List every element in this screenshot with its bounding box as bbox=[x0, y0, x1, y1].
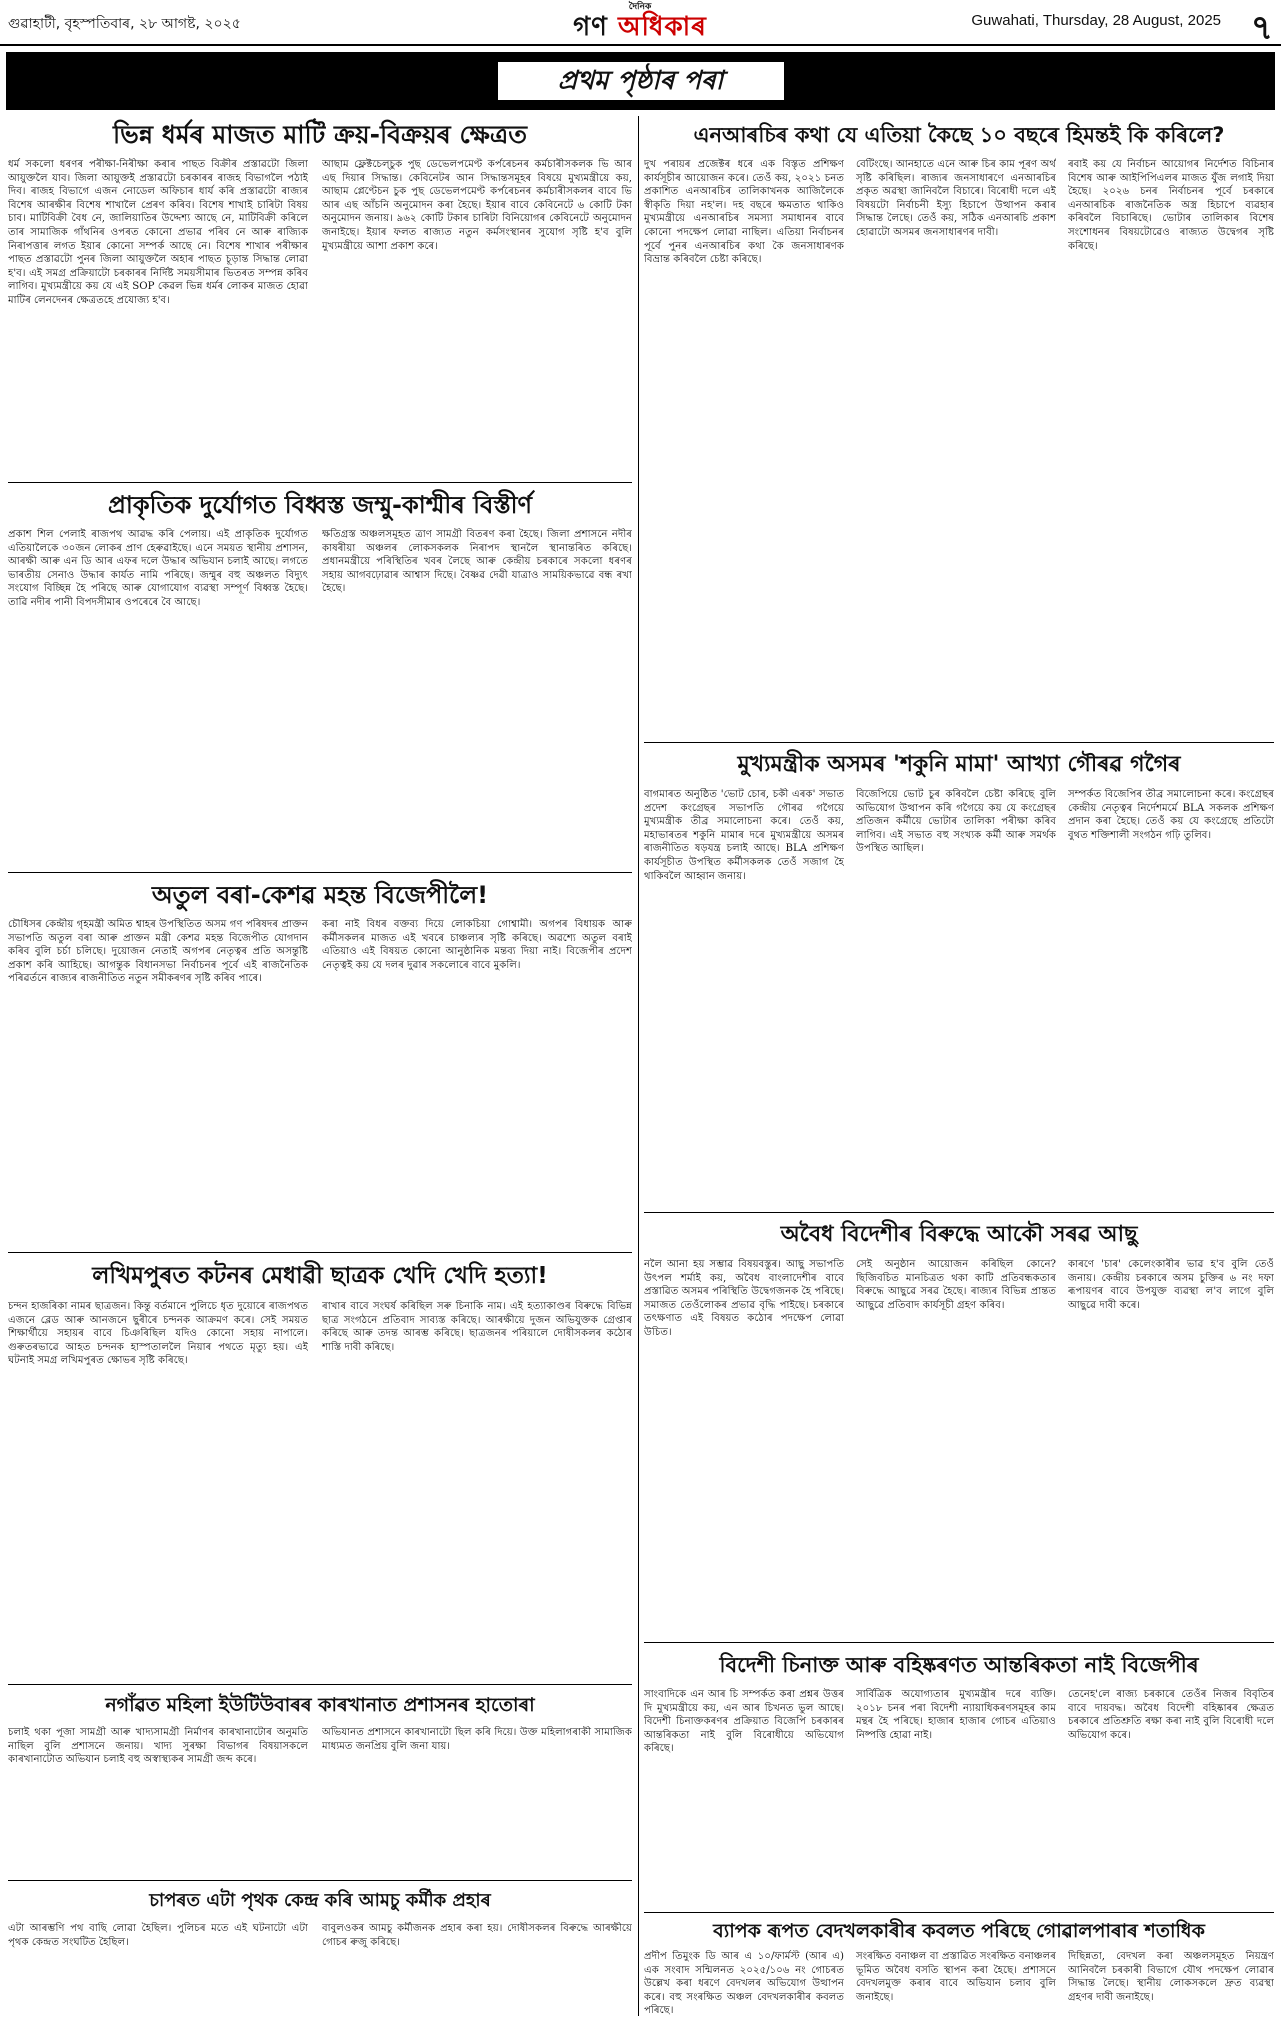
article-illegal-col2: সেই অনুষ্ঠান আয়োজন কৰিছিল কোনে? ছিজিবচিত মানচিত্ৰত থকা কাটি প্ৰতিবন্ধকতাৰ বিৰুদ্ধে আছুৱে সৰৱ হৈছে। ৰাজ্যৰ বিভিন্ন প্ৰান্তত আছুৱে প্ৰতিবাদ কাৰ্যসূচী গ্ৰহণ কৰিব। bbox=[856, 1259, 1056, 1311]
divider bbox=[8, 872, 632, 873]
headline-china: বিদেশী চিনাক্ত আৰু বহিষ্কৰণত আন্তৰিকতা নাই বিজেপীৰ bbox=[719, 1653, 1199, 1677]
article-youtuber-col1: চলাই থকা পূজা সামগ্ৰী আৰু খাদ্যসামগ্ৰী নিৰ্মাণৰ কাৰখানাটোৰ অনুমতি নাছিল বুলি প্ৰশাসনে জনায়। খাদ্য সুৰক্ষা বিভাগৰ বিষয়াসকলে কাৰখানাটোত অভিযান চলাই বহু অস্বাস্থ্যকৰ সামগ্ৰী জব্দ কৰে। bbox=[8, 1727, 308, 1766]
article-land-col2: আছাম ফ্লেক্টচেল্চুক পুছ ডেভেলপমেণ্ট কৰ্পৰেচনৰ কৰ্মচাৰীসকলক ভি আৰ এছ দিয়াৰ সিদ্ধান্ত। কেবিনেটৰ আন সিদ্ধান্তসমূহৰ বিষয়ে মুখ্যমন্ত্ৰীয়ে কয়, আছাম প্লেণ্টেচন চুক পুছ ডেভেলপমেণ্ট কৰ্পৰেচনৰ কৰ্মচাৰীসকলৰ বাবে ভি আৰ এছ আঁচনি অনুমোদন কৰা হৈছে। ইয়াৰ বাবে কেবিনেটে ৬ কোটি টকা অনুমোদন জনায়। ৯৬২ কোটি টকাৰ চাৰিটা বিনিয়োগৰ কেবিনেটে অনুমোদন জনাইছে। ইয়াৰ ফলত ৰাজ্যত নতুন কৰ্মসংস্থানৰ সুযোগ সৃষ্টি হ'ব বুলি মুখ্যমন্ত্ৰীয়ে আশা প্ৰকাশ কৰে। bbox=[322, 159, 632, 252]
article-chapar-col2: বাবুলওকৰ আমচু কৰ্মীজনক প্ৰহাৰ কৰা হয়। দোষীসকলৰ বিৰুদ্ধে আৰক্ষীয়ে গোচৰ ৰুজু কৰিছে। bbox=[322, 1923, 632, 1948]
headline-goalpara: ব্যাপক ৰূপত বেদখলকাৰীৰ কবলত পৰিছে গোৱালপাৰাৰ শতাধিক bbox=[713, 1920, 1205, 1942]
article-goalpara-col3: দিছিন্নতা, বেদখল কৰা অঞ্চলসমূহত নিয়ন্ত্ৰণ আনিবলৈ চৰকাৰী বিভাগে যৌথ পদক্ষেপ লোৱাৰ সিদ্ধান্ত লৈছে। স্থানীয় লোকসকলে দ্ৰুত ব্যৱস্থা গ্ৰহণৰ দাবী জনাইছে। bbox=[1068, 1951, 1274, 2003]
article-lakhimpur-col2: ৰাখাৰ বাবে সংঘৰ্ষ কৰিছিল সৰু চিনাকি নাম। এই হত্যাকাণ্ডৰ বিৰুদ্ধে বিভিন্ন ছাত্ৰ সংগঠনে প্ৰতিবাদ সাব্যস্ত কৰিছে। আৰক্ষীয়ে দুজন অভিযুক্তক গ্ৰেপ্তাৰ কৰিছে আৰু তদন্ত আৰম্ভ কৰিছে। ছাত্ৰজনৰ পৰিয়ালে দোষীসকলৰ কঠোৰ শাস্তি দাবী কৰিছে। bbox=[322, 1301, 632, 1353]
divider bbox=[644, 742, 1274, 743]
article-chapar-col1: এটা আৰম্ভণি পথ বাছি লোৱা হৈছিল। পুলিচৰ মতে এই ঘটনাটো এটা পৃথক কেন্দ্ৰত সংঘটিত হৈছিল। bbox=[8, 1923, 308, 1948]
masthead bbox=[0, 0, 1281, 46]
article-atul-col2: কৰা নাই বিধৰ বক্তব্য দিয়ে লোকচিয়া গোশ্বামী। অগপৰ বিধায়ক আৰু কৰ্মীসকলৰ মাজত এই খবৰে চাঞ্চল্যৰ সৃষ্টি কৰিছে। অৱশ্যে অতুল বৰাই এতিয়াও এই বিষয়ত কোনো আনুষ্ঠানিক মন্তব্য দিয়া নাই। বিজেপীৰ প্ৰদেশ নেতৃত্বই কয় যে দলৰ দুৱাৰ সকলোৰে বাবে মুকলি। bbox=[322, 919, 632, 971]
section-banner bbox=[6, 52, 1275, 110]
headline-floods: প্ৰাকৃতিক দুৰ্যোগত বিধ্বস্ত জম্মু-কাশ্মীৰ বিস্তীৰ্ণ bbox=[107, 491, 533, 519]
article-illegal-col1: নলৈ আনা হয় সম্ভাৱ বিষয়বস্তুৰ। আছু সভাপতি উৎপল শৰ্মাই কয়, অবৈধ বাংলাদেশীৰ বাবে প্ৰস্তাৱিত অসমৰ পৰিস্থিতি উদ্বেগজনক হৈ পৰিছে। সমাজত তেওঁলোকৰ প্ৰভাৱ বৃদ্ধি পাইছে। চৰকাৰে তৎক্ষণাত এই বিষয়ত কঠোৰ পদক্ষেপ লোৱা উচিত। bbox=[644, 1259, 844, 1338]
article-goalpara-col1: প্ৰদীপ তিমুংক ডি আৰ এ ১০/ফাৰ্মস্ট (আৰ এ) এক সংবাদ সন্মিলনত ২০২৫/১০৬ নং গোচৰত উল্লেখ কৰা ধৰণে বেদখলৰ অভিযোগ উত্থাপন কৰে। বহু সংৰক্ষিত অঞ্চল বেদখলকাৰীৰ কবলত পৰিছে। bbox=[644, 1951, 844, 2017]
headline-chapar: চাপৰত এটা পৃথক কেন্দ্ৰ কৰি আমচু কৰ্মীক প্ৰহাৰ bbox=[149, 1890, 491, 1911]
article-china-col2: সাৰ্বিত্ৰিক অযোগ্যতাৰ মুখ্যমন্ত্ৰীৰ দৰে ব্যক্তি। ২০১৮ চনৰ পৰা বিদেশী ন্যায়াধিকৰণসমূহৰ কাম মন্থৰ হৈ পৰিছে। হাজাৰ হাজাৰ গোচৰ এতিয়াও নিষ্পত্তি হোৱা নাই। bbox=[856, 1689, 1056, 1741]
divider bbox=[644, 1212, 1274, 1213]
article-china-col1: সাংবাদিকে এন আৰ চি সম্পৰ্কত কৰা প্ৰশ্নৰ উত্তৰ দি মুখ্যমন্ত্ৰীয়ে কয়, এন আৰ চিখনত ভুল আছে। বিদেশী চিনাক্তকৰণৰ প্ৰক্ৰিয়াত বিজেপি চৰকাৰৰ আন্তৰিকতা নাই বুলি বিৰোধীয়ে অভিযোগ কৰিছে। bbox=[644, 1689, 844, 1755]
article-atul-col1: চৌধিসৰ কেন্দ্ৰীয় গৃহমন্ত্ৰী অমিত শ্বাহৰ উপস্থিতিত অসম গণ পৰিষদৰ প্ৰাক্তন সভাপতি অতুল বৰা আৰু প্ৰাক্তন মন্ত্ৰী কেশৱ মহন্ত বিজেপীত যোগদান কৰিব বুলি চৰ্চা চলিছে। দুয়োজন নেতাই অগপৰ নেতৃত্বৰ প্ৰতি অসন্তুষ্টি প্ৰকাশ কৰি আহিছে। আগন্তুক বিধানসভা নিৰ্বাচনৰ পূৰ্বে এই ৰাজনৈতিক পৰিৱৰ্তনে ৰাজ্যৰ ৰাজনীতিত নতুন সমীকৰণৰ সৃষ্টি কৰিব পাৰে। bbox=[8, 919, 308, 985]
headline-youtuber: নগাঁৱত মহিলা ইউটিউবাৰৰ কাৰখানাত প্ৰশাসনৰ হাতোৰা bbox=[105, 1694, 535, 1716]
section-title: প্ৰথম পৃষ্ঠাৰ পৰা bbox=[496, 60, 786, 102]
dateline-assamese: গুৱাহাটী, বৃহস্পতিবাৰ, ২৮ আগষ্ট, ২০২৫ bbox=[8, 16, 241, 32]
article-land-col1: ধৰ্ম সকলো ধৰণৰ পৰীক্ষা-নিৰীক্ষা কৰাৰ পাছত বিক্ৰীৰ প্ৰস্তাৱটো জিলা আয়ুক্তলৈ যাব। জিলা আয়ুক্তই প্ৰস্তাৱটো চৰকাৰৰ ৰাজহ বিভাগলৈ পঠাই দিব। ৰাজহ বিভাগে এজন নোডেল অফিচাৰ ধাৰ্য কৰি প্ৰস্তাৱটো ৰাজ্যৰ বিশেষ আৰক্ষীৰ বিশেষ শাখালৈ প্ৰেৰণ কৰিব। বিশেষ শাখাই চাৰিটা বিষয় চাব। মাটিবিক্ৰী বৈধ নে, জালিয়াতিৰ উদ্দেশ্য আছে নে, মাটিবিক্ৰী কৰিলে তাৰ সামাজিক গাঁথনিৰ ওপৰত কোনো প্ৰভাৱ পৰিব নে আৰু ৰাজ্যিক নিৰাপত্তাৰ লগত ইয়াৰ কোনো সম্পৰ্ক আছে নে। বিশেষ শাখাৰ পৰীক্ষাৰ পাছত প্ৰস্তাৱটো পুনৰ জিলা আয়ুক্তলৈ অহাৰ পাছত চূড়ান্ত সিদ্ধান্ত লোৱা হ'ব। এই সমগ্ৰ প্ৰক্ৰিয়াটো চৰকাৰৰ নিৰ্দিষ্ট সময়সীমাৰ ভিতৰত সম্পন্ন কৰিব লাগিব। মুখ্যমন্ত্ৰীয়ে কয় যে এই SOP কেৱল ভিন্ন ধৰ্মৰ লোকৰ মাজত হোৱা মাটিৰ লেনদেনৰ ক্ষেত্ৰতহে প্ৰযোজ্য হ'ব। bbox=[8, 159, 308, 306]
headline-shakuni: মুখ্যমন্ত্ৰীক অসমৰ 'শকুনি মামা' আখ্যা গৌৰৱ গগৈৰ bbox=[737, 752, 1181, 777]
article-china-col3: তেনেহ'লে ৰাজ্য চৰকাৰে তেওঁৰ নিজৰ বিবৃতিৰ বাবে দায়বদ্ধ। অবৈধ বিদেশী বহিষ্কাৰৰ ক্ষেত্ৰত চৰকাৰে প্ৰতিশ্ৰুতি ৰক্ষা কৰা নাই বুলি বিৰোধী দলে অভিযোগ কৰে। bbox=[1068, 1689, 1274, 1741]
article-lakhimpur-col1: চন্দন হাজৰিকা নামৰ ছাত্ৰজন। কিন্তু বৰ্তমানে পুলিচে ধৃত দুয়োৰে ৰাজপথত এজনে ব্লেড আৰু আনজনে ছুৰীৰে চন্দনক আক্ৰমণ কৰে। সেই সময়ত শিক্ষাৰ্থীয়ে সহায়ৰ বাবে চিঞৰিছিল যদিও কোনো সহায় নাপালে। গুৰুতৰভাৱে আহত চন্দনক হাস্পতাললৈ নিয়াৰ পথতে মৃত্যু হয়। এই ঘটনাই সমগ্ৰ লখিমপুৰত ক্ষোভৰ সৃষ্টি কৰিছে। bbox=[8, 1301, 308, 1367]
newspaper-logo: দৈনিক গণ অধিকাৰ bbox=[573, 2, 707, 42]
divider bbox=[8, 1252, 632, 1253]
divider bbox=[8, 1684, 632, 1685]
article-nrc-col1: দুখ পৰায়ৰ প্ৰজেক্টৰ ধৰে এক বিস্তৃত প্ৰশিক্ষণ কাৰ্যসূচীৰ আয়োজন কৰে। তেওঁ কয়, ২০২১ চনত প্ৰকাশিত এনআৰচিৰ তালিকাখনক আজিলৈকে স্বীকৃতি দিয়া নহ'ল। দহ বছৰে ক্ষমতাত থাকিও মুখ্যমন্ত্ৰীয়ে এনআৰচিৰ সমস্যা সমাধানৰ বাবে কোনো পদক্ষেপ লোৱা নাছিল। এতিয়া নিৰ্বাচনৰ পূৰ্বে পুনৰ এনআৰচিৰ কথা কৈ জনসাধাৰণক বিভ্ৰান্ত কৰিবলৈ চেষ্টা কৰিছে। bbox=[644, 159, 844, 266]
headline-atul: অতুল বৰা-কেশৱ মহন্ত বিজেপীলৈ! bbox=[151, 881, 489, 909]
divider bbox=[644, 1642, 1274, 1643]
page-number: ৭ bbox=[1250, 8, 1273, 48]
article-shakuni-col3: সম্পৰ্কত বিজেপিৰ তীব্ৰ সমালোচনা কৰে। কংগ্ৰেছৰ কেন্দ্ৰীয় নেতৃত্বৰ নিৰ্দেশমৰ্মে BLA সকলক প্ৰশিক্ষণ প্ৰদান কৰা হৈছে। তেওঁ কয় যে কংগ্ৰেছে প্ৰতিটো বুথত শক্তিশালী সংগঠন গঢ়ি তুলিব। bbox=[1068, 789, 1274, 841]
article-floods-col2: ক্ষতিগ্ৰস্ত অঞ্চলসমূহত ত্ৰাণ সামগ্ৰী বিতৰণ কৰা হৈছে। জিলা প্ৰশাসনে নদীৰ কাষৰীয়া অঞ্চলৰ লোকসকলক নিৰাপদ স্থানলৈ স্থানান্তৰিত কৰিছে। প্ৰধানমন্ত্ৰীয়ে পৰিস্থিতিৰ খবৰ লৈছে আৰু কেন্দ্ৰীয় চৰকাৰে সকলো ধৰণৰ সহায় আগবঢ়োৱাৰ আশ্বাস দিছে। বৈষ্ণৱ দেৱী যাত্ৰাও সাময়িকভাৱে বন্ধ ৰখা হৈছে। bbox=[322, 529, 632, 595]
article-goalpara-col2: সংৰক্ষিত বনাঞ্চল বা প্ৰস্তাৱিত সংৰক্ষিত বনাঞ্চলৰ ভূমিত অবৈধ বসতি স্থাপন কৰা হৈছে। প্ৰশাসনে বেদখলমুক্ত কৰাৰ বাবে অভিযান চলাব বুলি জনাইছে। bbox=[856, 1951, 1056, 2003]
headline-illegal: অবৈধ বিদেশীৰ বিৰুদ্ধে আকৌ সৰৱ আছু bbox=[780, 1222, 1138, 1247]
divider bbox=[8, 482, 632, 483]
article-nrc-col2: বেটিংছে। আনহাতে এনে আৰু চিৰ কাম পূৰণ অৰ্থ সৃষ্টি কৰিছিল। ৰাজ্যৰ জনসাধাৰণে এনআৰচিৰ প্ৰকৃত অৱস্থা জানিবলৈ বিচাৰে। বিৰোধী দলে এই বিষয়টো নিৰ্বাচনী ইস্যু হিচাপে উত্থাপন কৰাৰ সিদ্ধান্ত লৈছে। তেওঁ কয়, সঠিক এনআৰচি প্ৰকাশ হোৱাটো অসমৰ জনসাধাৰণৰ দাবী। bbox=[856, 159, 1056, 238]
article-illegal-col3: কাৰণে 'চাৰ' কেলেংকাৰীৰ ভাৱ হ'ব বুলি তেওঁ জনায়। কেন্দ্ৰীয় চৰকাৰে অসম চুক্তিৰ ৬ নং দফা ৰূপায়ণৰ বাবে উপযুক্ত ব্যৱস্থা ল'ব লাগে বুলি আছুৱে দাবী কৰে। bbox=[1068, 1259, 1274, 1311]
divider bbox=[8, 1880, 632, 1881]
column-divider bbox=[638, 116, 639, 2016]
dateline-english: Guwahati, Thursday, 28 August, 2025 bbox=[971, 12, 1221, 29]
article-nrc-col3: ৰবাই কয় যে নিৰ্বাচন আয়োগৰ নিৰ্দেশত বিচিনাৰ বিশেষ আৰু আইপিপিএলৰ মাজত যুঁজ লগাই দিয়া হৈছে। ২০২৬ চনৰ নিৰ্বাচনৰ পূৰ্বে চৰকাৰে এনআৰচিক ৰাজনৈতিক অস্ত্ৰ হিচাপে ব্যৱহাৰ কৰিবলৈ বিচাৰিছে। ভোটাৰ তালিকাৰ বিশেষ সংশোধনৰ বিষয়টোৱেও ৰাজ্যত উদ্বেগৰ সৃষ্টি কৰিছে। bbox=[1068, 159, 1274, 252]
article-floods-col1: প্ৰকাশ শিল পেলাই ৰাজপথ আৱদ্ধ কৰি পেলায়। এই প্ৰাকৃতিক দুৰ্যোগত এতিয়ালৈকে ৩০জন লোকৰ প্ৰাণ হেৰুৱাইছে। এনে সময়ত স্থানীয় প্ৰশাসন, আৰক্ষী আৰু এন ডি আৰ এফৰ দলে উদ্ধাৰ অভিযান চলাই আছে। লগতে ভাৰতীয় সেনাও উদ্ধাৰ কাৰ্যত নামি পৰিছে। জম্মুৰ বহু অঞ্চলত বিদ্যুৎ সংযোগ বিচ্ছিন্ন হৈ পৰিছে আৰু যোগাযোগ ব্যৱস্থা সম্পূৰ্ণ বিধ্বস্ত হৈছে। তাৱি নদীৰ পানী বিপদসীমাৰ ওপৰেৰে বৈ আছে। bbox=[8, 529, 308, 608]
headline-lakhimpur: লখিমপুৰত কটনৰ মেধাৱী ছাত্ৰক খেদি খেদি হত্যা! bbox=[92, 1263, 548, 1289]
divider bbox=[644, 1912, 1274, 1913]
article-shakuni-col2: বিজেপিয়ে ভোট চুৰ কৰিবলৈ চেষ্টা কৰিছে বুলি অভিযোগ উত্থাপন কৰি গগৈয়ে কয় যে কংগ্ৰেছৰ প্ৰতিজন কৰ্মীয়ে ভোটাৰ তালিকা পৰীক্ষা কৰিব লাগিব। এই সভাত বহু সংখ্যক কৰ্মী আৰু সমৰ্থক উপস্থিত আছিল। bbox=[856, 789, 1056, 855]
article-shakuni-col1: বাগমাৰত অনুষ্ঠিত 'ভোট চোৰ, চকী এৰক' সভাত প্ৰদেশ কংগ্ৰেছৰ সভাপতি গৌৰৱ গগৈয়ে মুখ্যমন্ত্ৰীক তীব্ৰ সমালোচনা কৰে। তেওঁ কয়, মহাভাৰতৰ শকুনি মামাৰ দৰে মুখ্যমন্ত্ৰীয়ে অসমৰ ৰাজনীতিত ষড়যন্ত্ৰ চলাই আছে। BLA প্ৰশিক্ষণ কাৰ্যসূচীত উপস্থিত কৰ্মীসকলক তেওঁ সজাগ হৈ থাকিবলৈ আহ্বান জনায়। bbox=[644, 789, 844, 882]
headline-nrc: এনআৰচিৰ কথা যে এতিয়া কৈছে ১০ বছৰে হিমন্তই কি কৰিলে? bbox=[693, 123, 1225, 147]
article-youtuber-col2: অভিযানত প্ৰশাসনে কাৰখানাটো ছিল কৰি দিয়ে। উক্ত মহিলাগৰাকী সামাজিক মাধ্যমত জনপ্ৰিয় বুলি জনা যায়। bbox=[322, 1727, 632, 1752]
headline-land: ভিন্ন ধৰ্মৰ মাজত মাটি ক্ৰয়-বিক্ৰয়ৰ ক্ষেত্ৰত bbox=[112, 120, 527, 149]
